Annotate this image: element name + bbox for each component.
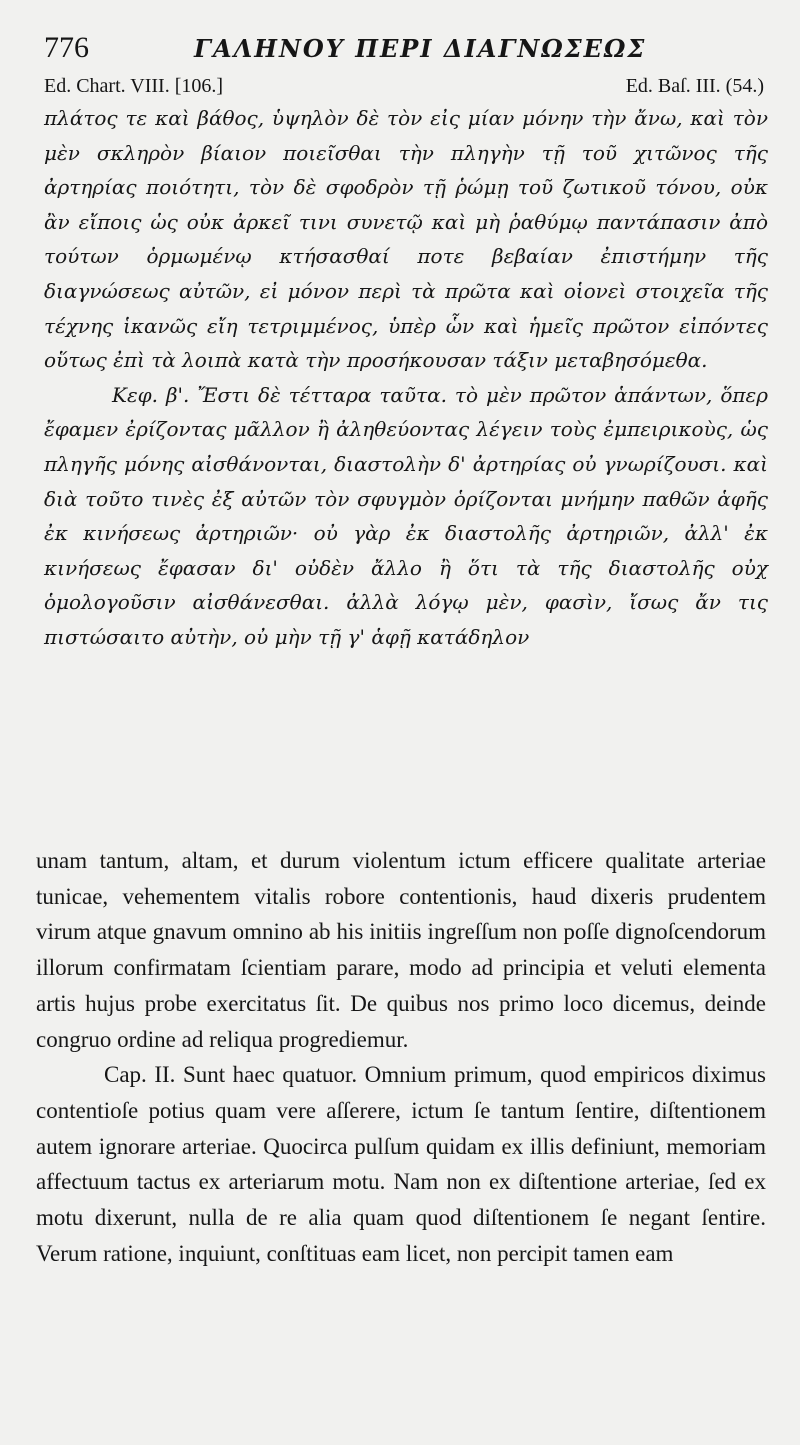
edition-references bbox=[44, 71, 768, 101]
running-title: ΓΑΛΗΝΟΥ ΠΕΡΙ ΔΙΑΓΝΩΣΕΩΣ bbox=[194, 34, 647, 63]
latin-text-block bbox=[36, 843, 766, 1271]
latin-paragraph-2: Cap. II. Sunt haec quatuor. Omnium primum, quod empiricos diximus contentioſe potius quam vere aſſerere, ictum ſe tantum ſentire, diſtentionem autem ignorare arteriae. Quocirca pulſum quidam ex illis definiunt, memoriam affectuum tactus ex arteriarum motu. Nam non ex diſtentione arteriae, ſed ex motu dixerunt, nulla de re alia quam quod diſtentionem ſe negant ſentire. Verum ratione, inquiunt, conſtituas eam licet, non percipit tamen eam bbox=[36, 1062, 766, 1266]
edition-reference-right: Ed. Baſ. III. (54.) bbox=[625, 75, 764, 97]
greek-text-block bbox=[44, 101, 768, 655]
latin-paragraph-1: unam tantum, altam, et durum violentum ictum efficere qualitate arteriae tunicae, vehementem vitalis robore contentionis, haud dixeris prudentem virum atque gnavum omnino ab his initiis ingreſſum non poſſe dignoſcendorum illorum confirmatam ſcientiam parare, modo ad principia et veluti elementa artis hujus probe exercitatus ſit. De quibus nos primo loco dicemus, deinde congruo ordine ad reliqua progrediemur. bbox=[36, 848, 766, 1052]
greek-paragraph-2: Κεφ. β'. Ἔστι δὲ τέτταρα ταῦτα. τὸ μὲν πρῶτον ἁπάντων, ὅπερ ἔφαμεν ἐρίζοντας μᾶλλον ἢ ἀληθεύοντας λέγειν τοὺς ἐμπειρικοὺς, ὡς πληγῆς μόνης αἰσθάνονται, διαστολὴν δ' ἀρτηρίας οὐ γνωρίζουσι. καὶ διὰ τοῦτο τινὲς ἐξ αὐτῶν τὸν σφυγμὸν ὁρίζονται μνήμην παθῶν ἁφῆς ἐκ κινήσεως ἀρτηριῶν· οὐ γὰρ ἐκ διαστολῆς ἀρτηριῶν, ἀλλ' ἐκ κινήσεως ἔφασαν δι' οὐδὲν ἄλλο ἢ ὅτι τὰ τῆς διαστολῆς οὐχ ὁμολογοῦσιν αἰσθάνεσθαι. ἀλλὰ λόγῳ μὲν, φασὶν, ἴσως ἄν τις πιστώσαιτο αὐτὴν, οὐ μὴν τῇ γ' ἁφῇ κατάδηλον bbox=[44, 382, 768, 649]
greek-paragraph-1: πλάτος τε καὶ βάθος, ὑψηλὸν δὲ τὸν εἰς μίαν μόνην τὴν ἄνω, καὶ τὸν μὲν σκληρὸν βίαιον ποιεῖσθαι τὴν πληγὴν τῇ τοῦ χιτῶνος τῆς ἀρτηρίας ποιότητι, τὸν δὲ σφοδρὸν τῇ ῥώμῃ τοῦ ζωτικοῦ τόνου, οὐκ ἂν εἴποις ὡς οὐκ ἀρκεῖ τινι συνετῷ καὶ μὴ ῥαθύμῳ παντάπασιν ἀπὸ τούτων ὁρμωμένῳ κτήσασθαί ποτε βεβαίαν ἐπιστήμην τῆς διαγνώσεως αὐτῶν, εἰ μόνον περὶ τὰ πρῶτα καὶ οἱονεὶ στοιχεῖα τῆς τέχνης ἱκανῶς εἴη τετριμμένος, ὑπὲρ ὧν καὶ ἡμεῖς πρῶτον εἰπόντες οὕτως ἐπὶ τὰ λοιπὰ κατὰ τὴν προσήκουσαν τάξιν μεταβησόμεθα. bbox=[44, 106, 768, 373]
page-number: 776 bbox=[44, 31, 89, 64]
edition-reference-left: Ed. Chart. VIII. [106.] bbox=[44, 75, 224, 97]
page-header bbox=[44, 28, 768, 69]
